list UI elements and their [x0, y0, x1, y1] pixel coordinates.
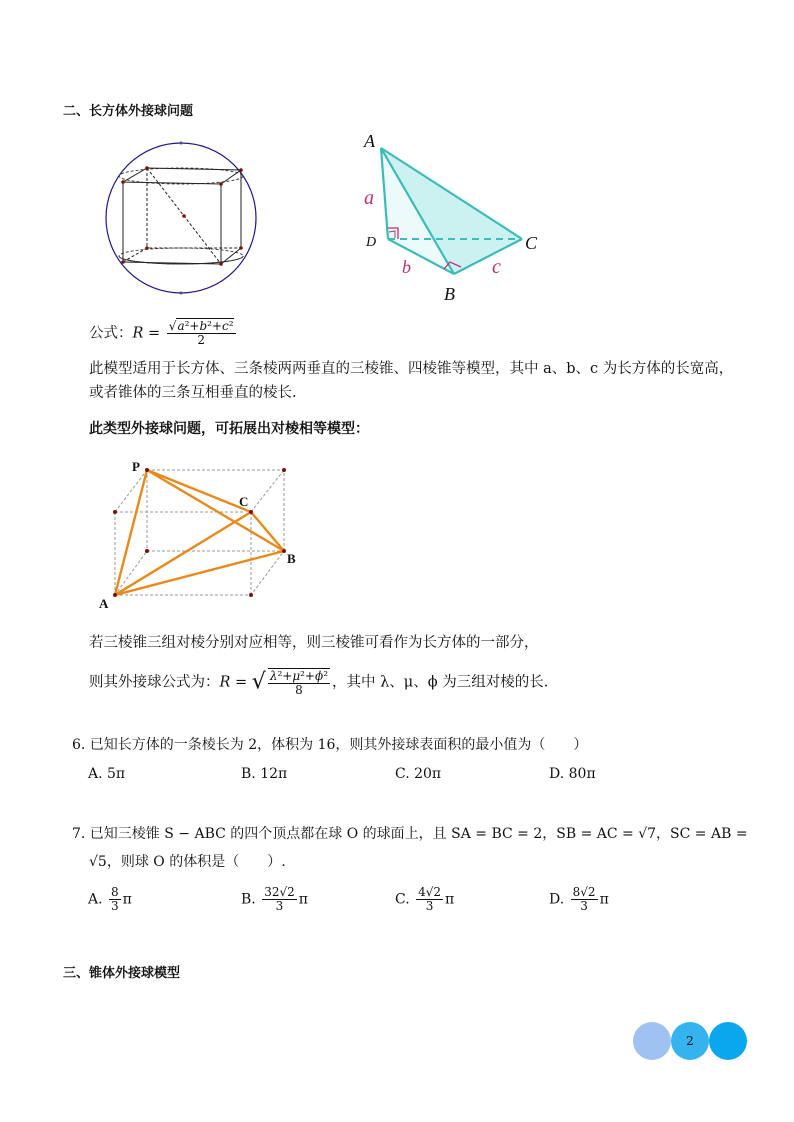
formula-prefix: 公式：	[89, 325, 133, 342]
label-B2: B	[287, 551, 296, 566]
formula2-prefix: 则其外接球公式为：	[89, 674, 220, 691]
label-P: P	[132, 459, 140, 474]
page-circle-left	[633, 1022, 671, 1060]
q7-option-a[interactable]: A. $\frac{8}{3}$ π	[88, 885, 132, 913]
label-D: D	[366, 235, 377, 250]
q7-option-c[interactable]: C. $\frac{4√2}{3}$ π	[395, 885, 455, 913]
q7-option-b[interactable]: B. $\frac{32√2}{3}$ π	[241, 885, 308, 913]
section-2-title: 二、长方体外接球问题	[63, 104, 194, 119]
sphere-box-figure	[103, 138, 259, 298]
label-a: a	[364, 187, 374, 209]
label-A: A	[364, 131, 375, 151]
label-b: b	[402, 257, 411, 277]
extension-heading: 此类型外接球问题，可拓展出对棱相等模型：	[89, 421, 369, 437]
formula-fraction: $\frac{\text{√a²+b²+c²}}{2}$	[168, 319, 234, 347]
page-number-badge	[671, 1022, 709, 1060]
q6-stem: 6. 已知长方体的一条棱长为 2，体积为 16，则其外接球表面积的最小值为（ ）	[72, 737, 588, 753]
q6-option-c[interactable]: C. 20π	[395, 766, 442, 782]
label-A2: A	[99, 596, 109, 611]
section-3-title: 三、锥体外接球模型	[63, 966, 181, 981]
q7-stem-line1: 7. 已知三棱锥 S − ABC 的四个顶点都在球 O 的球面上，且 SA = BC = 2，SB = AC = √7，SC = AB =	[72, 826, 748, 842]
q6-option-d[interactable]: D. 80π	[549, 766, 596, 782]
q7-stem-line2: √5，则球 O 的体积是（ ）.	[89, 854, 286, 870]
opposite-edges-box-figure	[96, 455, 306, 615]
label-B: B	[444, 284, 455, 304]
label-c: c	[492, 256, 501, 278]
label-C: C	[525, 233, 538, 253]
formula2-suffix: ，其中 λ、μ、ϕ 为三组对棱的长.	[332, 674, 549, 691]
model-description: 此模型适用于长方体、三条棱两两垂直的三棱锥、四棱锥等模型，其中 a、b、c 为长方体的长宽高，或者锥体的三条互相垂直的棱长.	[89, 361, 734, 401]
page-number: 2	[686, 1034, 694, 1048]
page-circle-right	[709, 1022, 747, 1060]
label-C2: C	[239, 494, 249, 509]
right-tetrahedron-figure	[360, 128, 550, 308]
sphere-outline	[106, 143, 256, 293]
opposite-edges-paragraph: 若三棱锥三组对棱分别对应相等，则三棱锥可看作为长方体的一部分，	[89, 635, 539, 651]
q7-option-d[interactable]: D. $\frac{8√2}{3}$ π	[549, 885, 609, 913]
formula2-fraction: $\frac{\text{λ²+μ²+ϕ²}}{8}$	[269, 669, 328, 697]
q6-option-b[interactable]: B. 12π	[241, 766, 288, 782]
q6-option-a[interactable]: A. 5π	[88, 766, 126, 782]
opposite-edges-formula-line: 则其外接球公式为：R = √ $\frac{\text{λ²+μ²+ϕ²}}{8}$ ，其中 λ、μ、ϕ 为三组对棱的长.	[89, 669, 549, 697]
formula-line: 公式：R = $\frac{\text{√a²+b²+c²}}{2}$	[89, 319, 234, 347]
